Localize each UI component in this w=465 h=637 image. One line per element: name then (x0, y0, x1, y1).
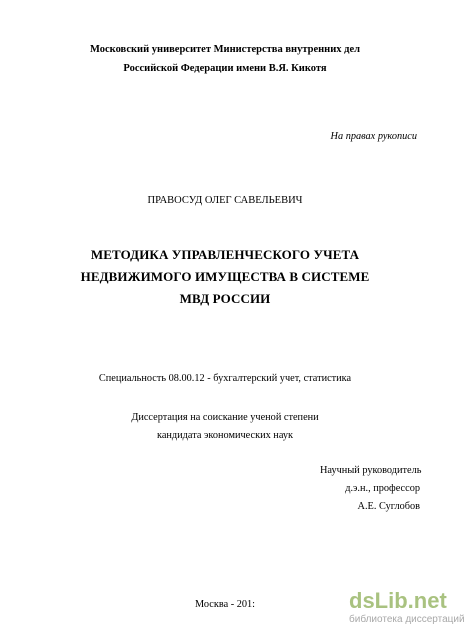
supervisor-role: Научный руководитель (320, 465, 422, 476)
title-line3: МВД РОССИИ (179, 291, 271, 306)
supervisor-degree: д.э.н., профессор (345, 483, 420, 494)
university-name-line2: Российской Федерации имени В.Я. Кикотя (123, 63, 327, 74)
dslib-watermark (349, 588, 465, 632)
title-line2: НЕДВИЖИМОГО ИМУЩЕСТВА В СИСТЕМЕ (80, 269, 370, 284)
specialty-line: Специальность 08.00.12 - бухгалтерский учет, статистика (98, 373, 352, 384)
university-name-line1: Московский университет Министерства внутренних дел (89, 44, 361, 55)
dslib-subtitle: библиотека диссертаций (349, 614, 465, 625)
supervisor-name: А.Е. Суглобов (357, 501, 420, 512)
author-name: ПРАВОСУД ОЛЕГ САВЕЛЬЕВИЧ (147, 195, 303, 206)
degree-line2: кандидата экономических наук (156, 430, 294, 441)
rights-note: На правах рукописи (330, 131, 417, 142)
degree-line1: Диссертация на соискание ученой степени (131, 412, 319, 423)
dslib-logo: dsLib.net (349, 588, 447, 613)
title-line1: МЕТОДИКА УПРАВЛЕНЧЕСКОГО УЧЕТА (90, 247, 360, 262)
city-year: Москва - 201: (194, 599, 256, 610)
